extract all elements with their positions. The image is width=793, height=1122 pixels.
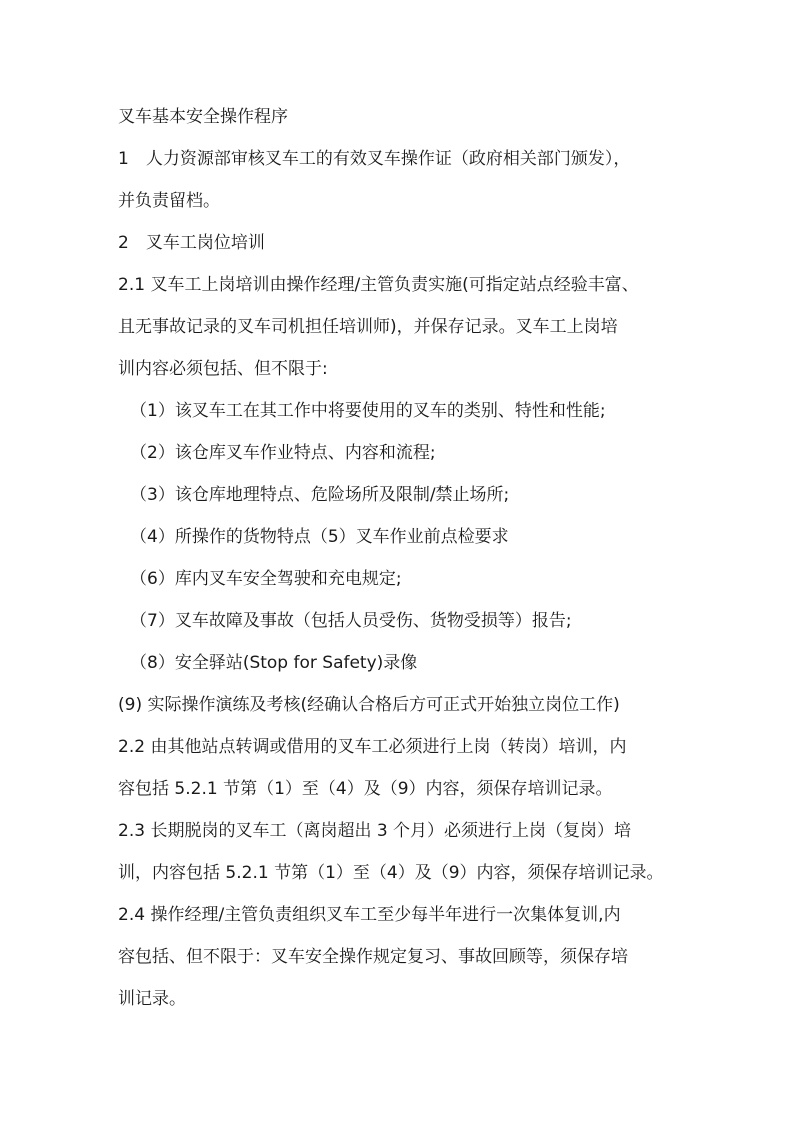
list-item: （8）安全驿站(Stop for Safety)录像 [130, 653, 418, 673]
paragraph-line: 2.4 操作经理/主管负责组织叉车工至少每半年进行一次集体复训,内 [118, 905, 621, 925]
paragraph-line: 并负责留档。 [118, 191, 220, 211]
paragraph-line: 1 人力资源部审核叉车工的有效叉车操作证（政府相关部门颁发）， [118, 149, 631, 169]
paragraph-line: 2.3 长期脱岗的叉车工（离岗超出 3 个月）必须进行上岗（复岗）培 [118, 821, 632, 841]
paragraph-line: 容包括、但不限于：叉车安全操作规定复习、事故回顾等，须保存培 [118, 947, 628, 967]
paragraph-line: 训记录。 [118, 989, 186, 1009]
paragraph-line: 训内容必须包括、但不限于: [118, 359, 328, 379]
paragraph-line: 容包括 5.2.1 节第（1）至（4）及（9）内容，须保存培训记录。 [118, 779, 613, 799]
list-item: （4）所操作的货物特点（5）叉车作业前点检要求 [130, 527, 509, 547]
document-body [118, 96, 690, 1020]
paragraph-line: 2.1 叉车工上岗培训由操作经理/主管负责实施(可指定站点经验丰富、 [118, 275, 639, 295]
paragraph-line: 训，内容包括 5.2.1 节第（1）至（4）及（9）内容，须保存培训记录。 [118, 863, 664, 883]
paragraph-line: 2.2 由其他站点转调或借用的叉车工必须进行上岗（转岗）培训，内 [118, 737, 627, 757]
section-heading: 2 叉车工岗位培训 [118, 233, 265, 253]
list-item: (9) 实际操作演练及考核(经确认合格后方可正式开始独立岗位工作) [118, 695, 620, 715]
list-item: （7）叉车故障及事故（包括人员受伤、货物受损等）报告; [130, 611, 572, 631]
list-item: （6）库内叉车安全驾驶和充电规定; [130, 569, 402, 589]
list-item: （1）该叉车工在其工作中将要使用的叉车的类别、特性和性能; [130, 401, 606, 421]
list-item: （3）该仓库地理特点、危险场所及限制/禁止场所; [130, 485, 510, 505]
paragraph-line: 且无事故记录的叉车司机担任培训师)，并保存记录。叉车工上岗培 [118, 317, 618, 337]
list-item: （2）该仓库叉车作业特点、内容和流程; [130, 443, 436, 463]
document-title: 叉车基本安全操作程序 [118, 107, 288, 127]
